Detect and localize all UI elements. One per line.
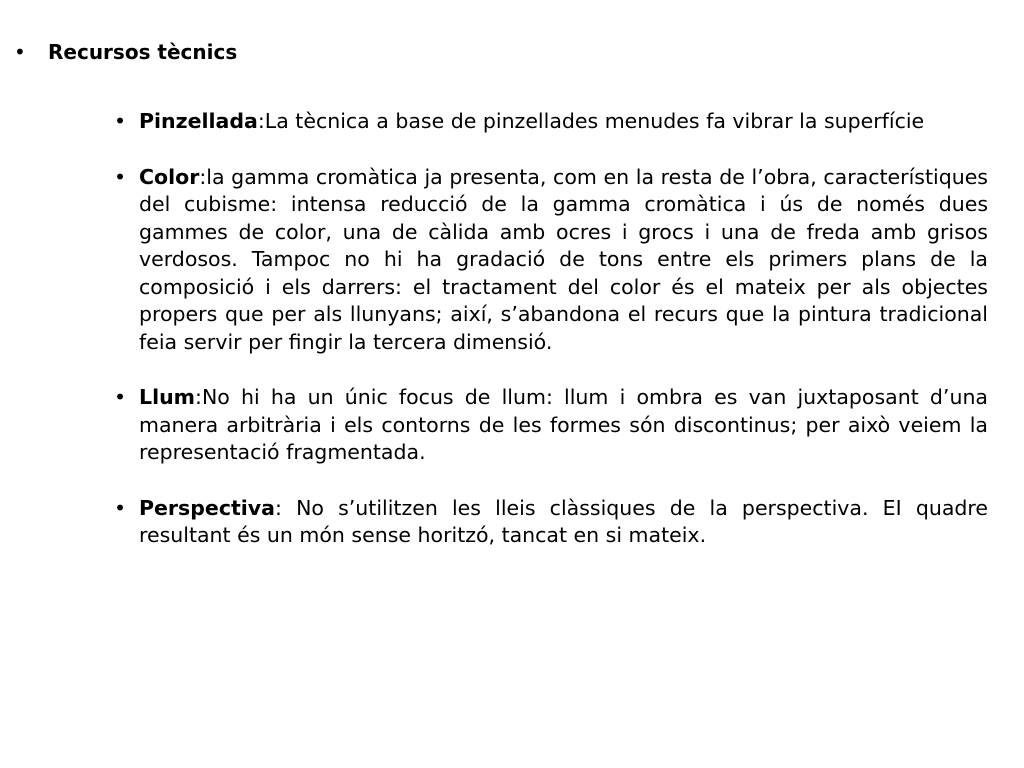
bullet-list <box>114 108 988 578</box>
list-item-perspectiva <box>114 495 988 550</box>
term-description: :la gamma cromàtica ja presenta, com en la resta de l’obra, característiques del cubisme: intensa reducció de la gamma cromàtica i ús de només dues gammes de color, una de càlida amb ocres i grocs i una de freda amb grisos verdosos. Tampoc no hi ha gradació de tons entre els primers plans de la composició i els darrers: el tractament del color és el mateix per als objectes propers que per als llunyans; així, s’abandona el recurs que la pintura tradicional feia servir per fingir la tercera dimensió. <box>139 164 988 354</box>
term-label: Pinzellada <box>139 109 258 133</box>
term-description: :No hi ha un únic focus de llum: llum i ombra es van juxtaposant d’una manera arbitrària i els contorns de les formes són discontinus; per això veiem la representació fragmentada. <box>139 385 988 464</box>
term-description: : No s’utilitzen les lleis clàssiques de la perspectiva. EI quadre resultant és un món sense horitzó, tancat en si mateix. <box>139 495 988 547</box>
term-label: Color <box>139 164 200 189</box>
list-item-body <box>139 495 988 550</box>
list-item-body <box>139 164 988 357</box>
term-description: :La tècnica a base de pinzellades menudes fa vibrar la superfície <box>257 109 925 133</box>
term-label: Perspectiva <box>139 495 275 520</box>
term-label: Llum <box>139 385 196 409</box>
bullet-icon: • <box>114 109 127 133</box>
bullet-icon: • <box>114 164 127 189</box>
list-item-body <box>139 384 988 467</box>
list-item-color <box>114 164 988 357</box>
bullet-icon: • <box>14 40 26 64</box>
list-item-pinzellada <box>114 108 988 136</box>
list-item-llum <box>114 384 988 467</box>
list-item-body <box>139 108 988 136</box>
section-heading <box>14 38 237 66</box>
bullet-icon: • <box>114 385 127 409</box>
bullet-icon: • <box>114 495 127 520</box>
heading-text: Recursos tècnics <box>48 40 238 64</box>
